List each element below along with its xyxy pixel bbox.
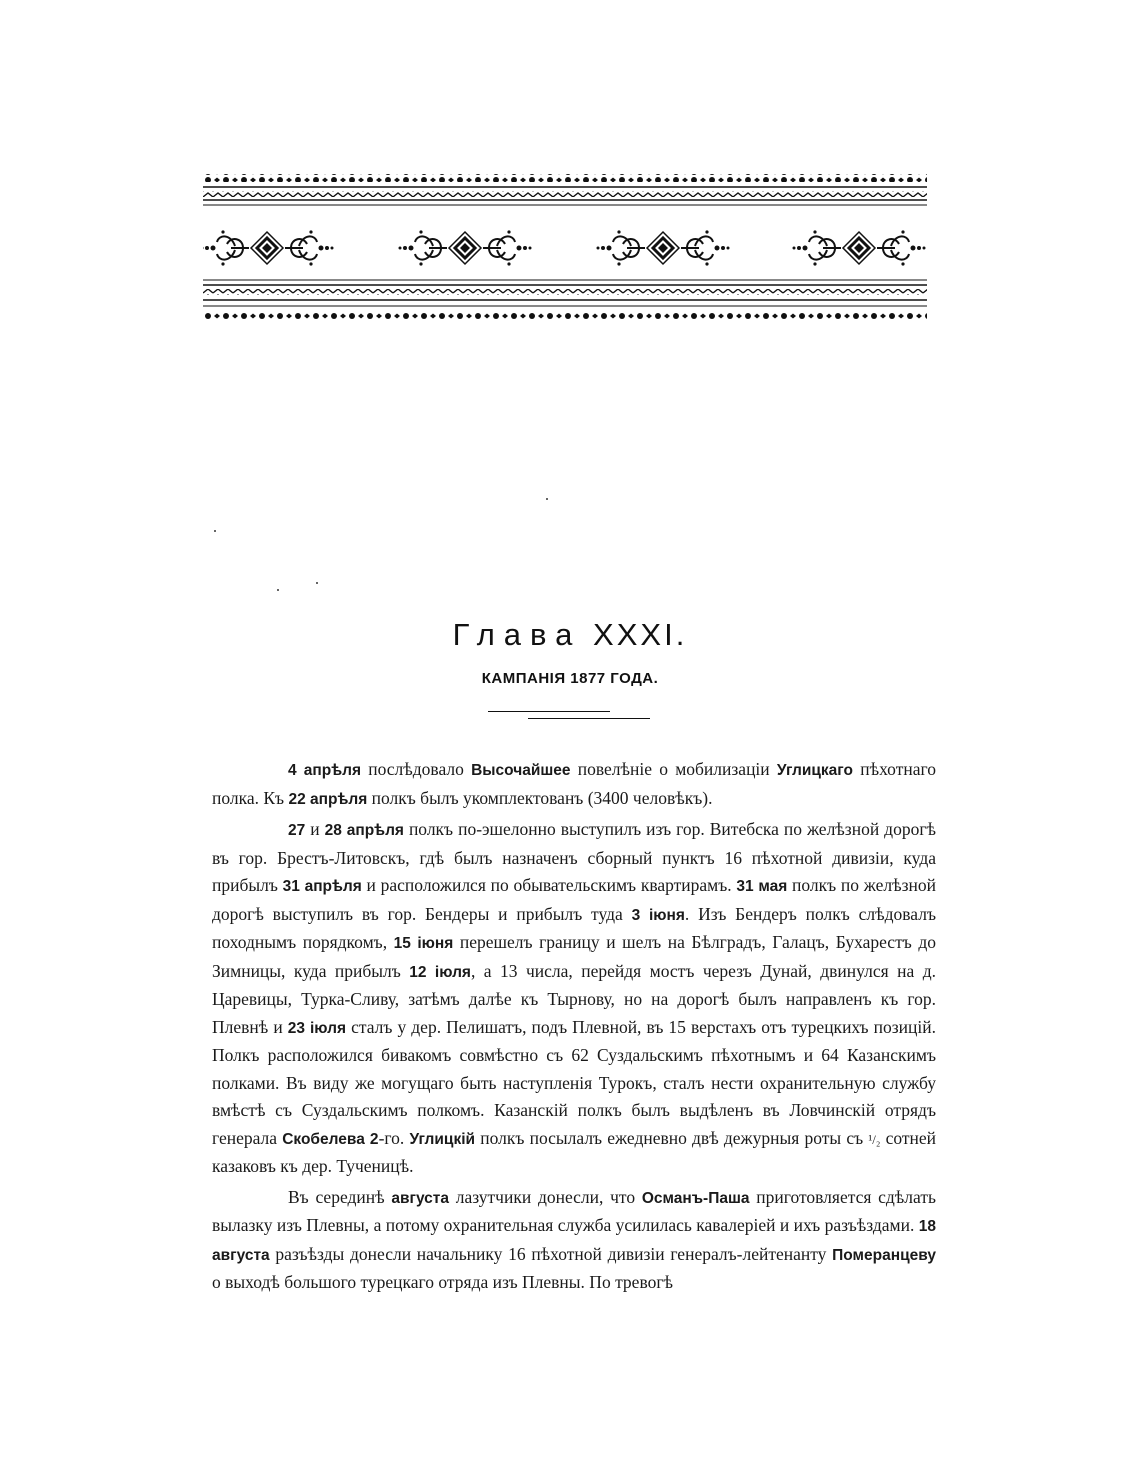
- header-ornament: [203, 168, 927, 328]
- emphasis-text: 12 іюля: [409, 963, 471, 981]
- emphasis-text: 18 августа: [212, 1218, 936, 1264]
- emphasis-text: 23 іюля: [287, 1019, 347, 1037]
- emphasis-text: 15 іюня: [393, 935, 454, 952]
- paragraph-text: ¹/₂: [868, 1131, 881, 1147]
- scan-speck: [546, 498, 548, 500]
- emphasis-text: 31 мая: [736, 878, 788, 895]
- paragraph-text: лазутчики донесли, что: [449, 1186, 642, 1207]
- paragraph-text: . Изъ Бендеръ полкъ слѣдовалъ походнымъ порядкомъ,: [212, 903, 936, 952]
- paragraph-text: полкъ по-эшелонно выступилъ изъ гор. Витебска по желѣзной дорогѣ въ гор. Брестъ-Литовскъ, гдѣ былъ назначенъ сборный пунктъ 16 пѣхотной дивизіи, куда прибылъ: [212, 819, 937, 895]
- emphasis-text: 27: [288, 822, 306, 839]
- emphasis-text: Углицкій: [409, 1130, 476, 1148]
- paragraph-text: полкъ по желѣзной дорогѣ выступилъ въ гор. Бендеры и прибылъ туда: [212, 875, 937, 924]
- body-paragraph: [212, 816, 936, 1181]
- emphasis-text: 22 апрѣля: [288, 790, 368, 808]
- body-paragraph: [212, 1184, 936, 1297]
- paragraph-text: и: [305, 819, 325, 839]
- emphasis-text: Османъ-Паша: [641, 1189, 750, 1207]
- emphasis-text: 28 апрѣля: [324, 822, 404, 839]
- paragraph-text: разъѣзды донесли начальнику 16 пѣхотной дивизіи генералъ-лейтенанту: [269, 1243, 833, 1264]
- scan-speck: [316, 582, 318, 584]
- paragraph-text: послѣдовало: [361, 759, 472, 779]
- chapter-number: XXXI.: [593, 617, 688, 652]
- divider-rule: [528, 718, 650, 719]
- scan-speck: [277, 589, 279, 591]
- paragraph-text: и расположился по обывательскимъ квартирамъ.: [361, 875, 737, 895]
- body-paragraph: [212, 756, 936, 813]
- scan-speck: [214, 530, 216, 532]
- divider-rule: [488, 711, 610, 712]
- chapter-subtitle: КАМПАНІЯ 1877 ГОДА.: [481, 670, 659, 687]
- chapter-word: Глава: [452, 617, 582, 652]
- paragraph-text: сотней казаковъ къ дер. Тученицѣ.: [212, 1127, 936, 1176]
- paragraph-text: сталъ у дер. Пелишатъ, подъ Плевной, въ 15 верстахъ отъ турецкихъ позицій. Полкъ расположился бивакомъ совмѣстно съ 62 Суздальскимъ пѣхотнымъ и 64 Казанскимъ полками. Въ виду же могущаго быть наступленія Турокъ, сталъ нести охранительную службу вмѣстѣ съ Суздальскимъ полкомъ. Казанскій полкъ былъ выдѣленъ въ Ловчинскій отрядъ генерала: [212, 1016, 936, 1148]
- emphasis-text: Померанцеву: [832, 1246, 936, 1264]
- emphasis-text: 3 іюня: [631, 906, 685, 924]
- paragraph-text: полкъ былъ укомплектованъ (3400 человѣкъ).: [367, 787, 713, 808]
- chapter-title: [0, 617, 1140, 653]
- emphasis-text: августа: [391, 1189, 450, 1207]
- emphasis-text: Высочайшее: [471, 762, 571, 779]
- paragraph-text: приготовляется сдѣлать вылазку изъ Плевны, а потому охранительная служба усилилась кавалеріей и ихъ разъѣздами.: [212, 1186, 936, 1235]
- paragraph-text: Въ серединѣ: [288, 1186, 392, 1207]
- emphasis-text: 4 апрѣля: [288, 762, 361, 779]
- paragraph-text: , а 13 числа, перейдя мостъ черезъ Дунай, двинулся на д. Царевицы, Турка-Сливу, затѣмъ далѣе къ Тырнову, но на дорогѣ былъ направленъ къ гор. Плевнѣ и: [212, 960, 936, 1037]
- paragraph-text: пѣхотнаго полка. Къ: [212, 759, 936, 808]
- body-text: [212, 756, 936, 1297]
- paragraph-text: повелѣніе о мобилизаціи: [570, 759, 777, 779]
- emphasis-text: Углицкаго: [776, 762, 854, 779]
- paragraph-text: о выходѣ большого турецкаго отряда изъ Плевны. По тревогѣ: [212, 1272, 674, 1292]
- paragraph-text: перешелъ границу и шелъ на Бѣлградъ, Галацъ, Бухарестъ до Зимницы, куда прибылъ: [212, 932, 936, 981]
- paragraph-text: полкъ посылалъ ежедневно двѣ дежурныя роты съ: [475, 1127, 869, 1148]
- paragraph-text: -го.: [378, 1127, 410, 1148]
- emphasis-text: 31 апрѣля: [282, 878, 362, 895]
- emphasis-text: Скобелева 2: [282, 1130, 379, 1148]
